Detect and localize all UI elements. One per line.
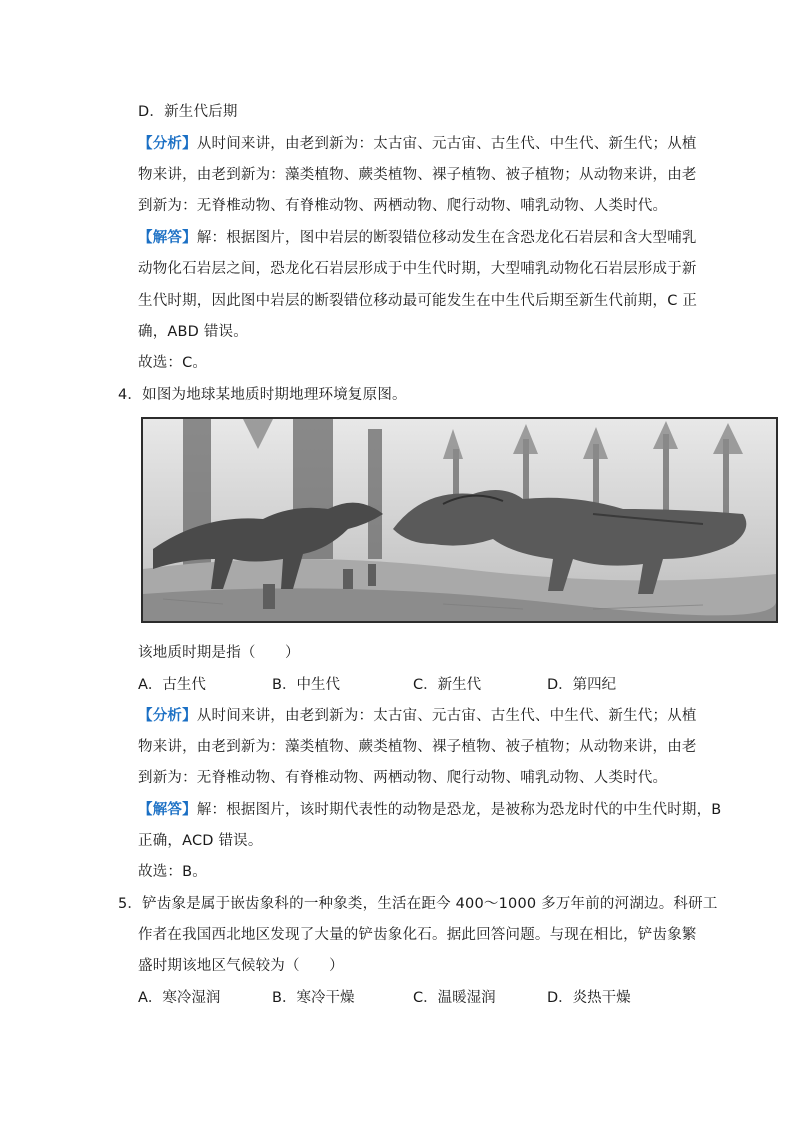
q5-option-b: B．寒冷干燥: [272, 990, 355, 1006]
analysis-tag: 【分析】: [138, 708, 197, 724]
q5-stem-line-3: 盛时期该地区气候较为（ ）: [138, 958, 344, 974]
answer-tag: 【解答】: [138, 802, 197, 818]
q4-analysis-line-1: 【分析】从时间来讲，由老到新为：太古宙、元古宙、古生代、中生代、新生代；从植: [138, 708, 697, 724]
q5-option-c: C．温暖湿润: [413, 990, 496, 1006]
analysis-tag: 【分析】: [138, 136, 197, 152]
q3-analysis-line-2: 物来讲，由老到新为：藻类植物、蕨类植物、裸子植物、被子植物；从动物来讲，由老: [138, 167, 697, 183]
q3-answer-line-4: 确，ABD 错误。: [138, 324, 248, 340]
q4-analysis-line-2: 物来讲，由老到新为：藻类植物、蕨类植物、裸子植物、被子植物；从动物来讲，由老: [138, 739, 697, 755]
q3-answer-line-1: 【解答】解：根据图片，图中岩层的断裂错位移动发生在含恐龙化石岩层和含大型哺乳: [138, 230, 697, 246]
q3-analysis-line-3: 到新为：无脊椎动物、有脊椎动物、两栖动物、爬行动物、哺乳动物、人类时代。: [138, 198, 668, 214]
q4-stem: 4．如图为地球某地质时期地理环境复原图。: [118, 387, 407, 403]
q5-option-a: A．寒冷湿润: [138, 990, 221, 1006]
q4-answer-line-1: 【解答】解：根据图片，该时期代表性的动物是恐龙，是被称为恐龙时代的中生代时期，B: [138, 802, 722, 818]
q4-option-c: C．新生代: [413, 677, 482, 693]
q5-stem-line-1: 5．铲齿象是属于嵌齿象科的一种象类，生活在距今 400～1000 多万年前的河湖边。科研工: [118, 896, 718, 912]
q5-option-d: D．炎热干燥: [547, 990, 631, 1006]
q4-option-a: A．古生代: [138, 677, 206, 693]
q3-choice: 故选：C。: [138, 355, 208, 371]
q4-option-d: D．第四纪: [547, 677, 617, 693]
dinosaur-illustration: [141, 417, 778, 623]
answer-tag: 【解答】: [138, 230, 197, 246]
q5-stem-line-2: 作者在我国西北地区发现了大量的铲齿象化石。据此回答问题。与现在相比，铲齿象繁: [138, 927, 697, 943]
q4-choice: 故选：B。: [138, 864, 207, 880]
q4-question: 该地质时期是指（ ）: [138, 645, 300, 661]
q3-answer-line-2: 动物化石岩层之间，恐龙化石岩层形成于中生代时期，大型哺乳动物化石岩层形成于新: [138, 261, 697, 277]
q4-analysis-line-3: 到新为：无脊椎动物、有脊椎动物、两栖动物、爬行动物、哺乳动物、人类时代。: [138, 770, 668, 786]
q3-option-d: D．新生代后期: [138, 104, 238, 120]
q4-answer-line-2: 正确，ACD 错误。: [138, 833, 263, 849]
q4-option-b: B．中生代: [272, 677, 340, 693]
q3-analysis-line-1: 【分析】从时间来讲，由老到新为：太古宙、元古宙、古生代、中生代、新生代；从植: [138, 136, 697, 152]
q3-answer-line-3: 生代时期，因此图中岩层的断裂错位移动最可能发生在中生代后期至新生代前期，C 正: [138, 293, 698, 309]
